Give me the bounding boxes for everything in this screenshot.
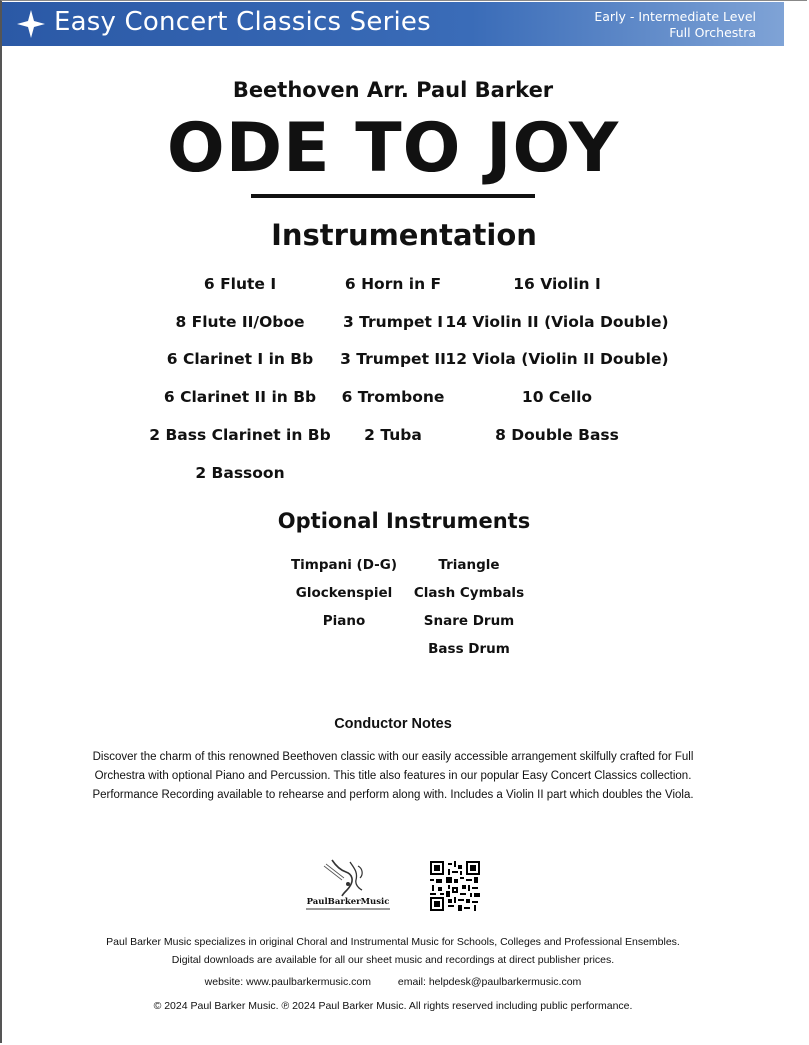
- instrument-item: 8 Flute II/Oboe: [175, 313, 305, 331]
- publisher-logo-text: PaulBarkerMusic: [306, 897, 390, 907]
- website-link[interactable]: website: www.paulbarkermusic.com: [204, 976, 371, 988]
- instrument-item: 2 Bass Clarinet in Bb: [149, 426, 331, 444]
- optional-instrument-item: Bass Drum: [428, 641, 510, 657]
- piece-title: ODE TO JOY: [166, 109, 620, 188]
- instrument-item: 3 Trumpet II: [340, 350, 446, 368]
- logo-tagline-rule: [306, 908, 390, 910]
- series-title: Easy Concert Classics Series: [54, 7, 431, 37]
- notes-line: Discover the charm of this renowned Beethoven classic with our easily accessible arrangement skilfully crafted for Full: [92, 751, 694, 763]
- instrument-item: 6 Horn in F: [344, 275, 442, 293]
- conductor-notes-body: [60, 748, 726, 805]
- instrument-item: 6 Trombone: [341, 388, 445, 406]
- optional-instrument-item: Snare Drum: [423, 613, 515, 629]
- optional-instrument-item: Triangle: [438, 557, 500, 573]
- instrument-item: 2 Tuba: [364, 426, 422, 444]
- email-link[interactable]: email: helpdesk@paulbarkermusic.com: [397, 976, 582, 988]
- notes-line: Orchestra with optional Piano and Percussion. This title also features in our popular Easy Concert Classics collection.: [94, 770, 692, 782]
- level-info: [594, 9, 756, 41]
- conductor-notes-heading: Conductor Notes: [334, 716, 452, 732]
- optional-instrument-item: Timpani (D-G): [290, 557, 398, 573]
- footer-copyright: © 2024 Paul Barker Music. ℗ 2024 Paul Barker Music. All rights reserved including public performance.: [153, 1000, 633, 1012]
- optional-instruments-heading: Optional Instruments: [277, 509, 531, 533]
- qr-code-icon[interactable]: [430, 861, 480, 911]
- instrumentation-heading: Instrumentation: [271, 218, 537, 252]
- composer-line: Beethoven Arr. Paul Barker: [232, 78, 554, 102]
- level-label: Early - Intermediate Level: [594, 9, 756, 24]
- instrument-item: 6 Clarinet I in Bb: [166, 350, 314, 368]
- instrument-item: 14 Violin II (Viola Double): [445, 313, 669, 331]
- instrument-item: 12 Viola (Violin II Double): [445, 350, 669, 368]
- footer-contact: [0, 976, 786, 988]
- instrument-item: 16 Violin I: [513, 275, 601, 293]
- footer-about: Paul Barker Music specializes in original Choral and Instrumental Music for Schools, Colleges and Professional Ensembles.: [106, 936, 680, 948]
- violin-scroll-logo-icon: [302, 856, 394, 898]
- title-underline: [251, 194, 535, 198]
- publisher-logo: [302, 856, 394, 914]
- instrument-item: 6 Clarinet II in Bb: [163, 388, 317, 406]
- notes-line: Performance Recording available to rehearse and perform along with. Includes a Violin II part which doubles the Viola.: [92, 789, 694, 801]
- footer-downloads: Digital downloads are available for all our sheet music and recordings at direct publisher prices.: [171, 954, 615, 966]
- instrument-item: 10 Cello: [521, 388, 593, 406]
- instrument-item: 3 Trumpet I: [342, 313, 444, 331]
- instrument-item: 8 Double Bass: [495, 426, 619, 444]
- instrument-item: 2 Bassoon: [195, 464, 285, 482]
- optional-instrument-item: Piano: [322, 613, 366, 629]
- optional-instrument-item: Glockenspiel: [295, 585, 393, 601]
- instrument-item: 6 Flute I: [203, 275, 277, 293]
- four-point-star-icon: [16, 9, 46, 39]
- optional-instrument-item: Clash Cymbals: [413, 585, 525, 601]
- ensemble-label: Full Orchestra: [669, 25, 756, 40]
- series-banner: [2, 2, 784, 46]
